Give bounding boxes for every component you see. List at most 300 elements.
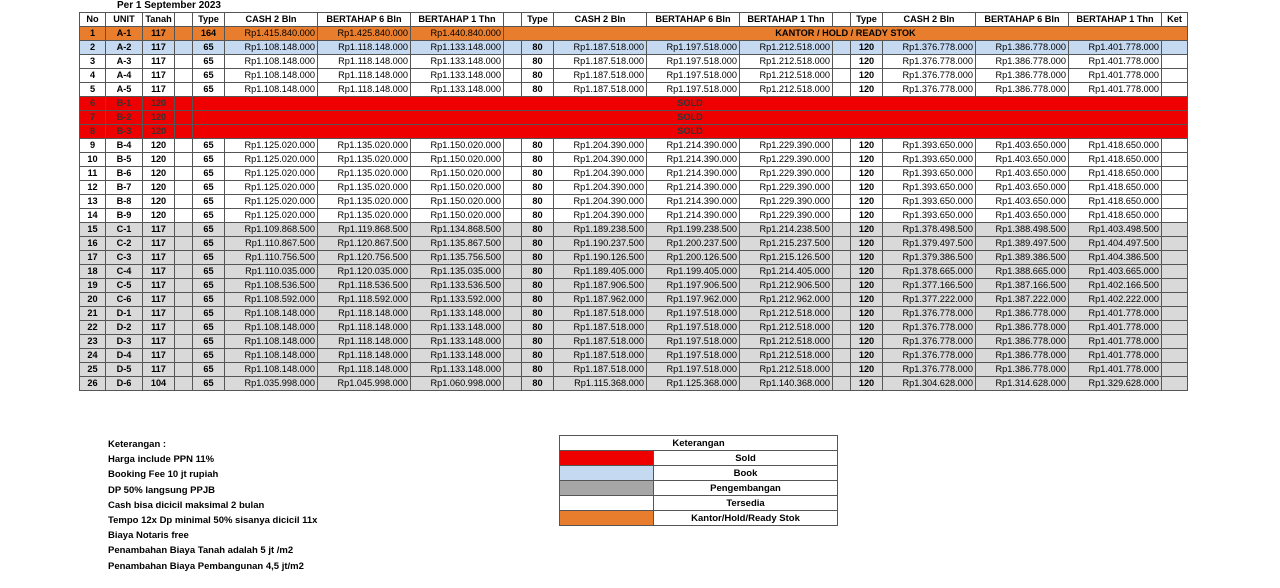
cell-price: Rp1.109.868.500	[225, 223, 318, 237]
cell-spacer	[504, 41, 522, 55]
cell-type: 120	[851, 237, 883, 251]
cell-price: Rp1.418.650.000	[1069, 167, 1162, 181]
cell-type: 65	[193, 195, 225, 209]
cell-spacer	[504, 265, 522, 279]
cell-tanah: 117	[143, 27, 175, 41]
cell-price: Rp1.204.390.000	[554, 167, 647, 181]
cell-ket	[1162, 349, 1188, 363]
cell-price: Rp1.403.650.000	[976, 139, 1069, 153]
cell-unit: C-2	[106, 237, 143, 251]
cell-unit: B-7	[106, 181, 143, 195]
cell-spacer	[833, 83, 851, 97]
cell-type: 120	[851, 195, 883, 209]
cell-price: Rp1.200.126.500	[647, 251, 740, 265]
legend-row	[560, 481, 838, 496]
cell-unit: C-1	[106, 223, 143, 237]
cell-price: Rp1.387.222.000	[976, 293, 1069, 307]
cell-ket	[1162, 139, 1188, 153]
cell-type: 120	[851, 209, 883, 223]
column-header: BERTAHAP 6 Bln	[318, 13, 411, 27]
note-line: Booking Fee 10 jt rupiah	[108, 469, 219, 481]
cell-spacer	[833, 265, 851, 279]
cell-no: 11	[80, 167, 106, 181]
cell-tanah: 117	[143, 69, 175, 83]
table-row	[80, 209, 1188, 223]
cell-spacer	[504, 237, 522, 251]
cell-price: Rp1.108.148.000	[225, 363, 318, 377]
table-row	[80, 83, 1188, 97]
cell-price: Rp1.115.368.000	[554, 377, 647, 391]
table-row	[80, 321, 1188, 335]
cell-price: Rp1.415.840.000	[225, 27, 318, 41]
cell-type: 65	[193, 181, 225, 195]
header-row	[80, 13, 1188, 27]
cell-price: Rp1.118.148.000	[318, 55, 411, 69]
cell-spacer	[504, 321, 522, 335]
cell-price: Rp1.197.518.000	[647, 335, 740, 349]
cell-price: Rp1.377.222.000	[883, 293, 976, 307]
cell-price: Rp1.045.998.000	[318, 377, 411, 391]
cell-price: Rp1.118.148.000	[318, 83, 411, 97]
cell-price: Rp1.393.650.000	[883, 195, 976, 209]
cell-price: Rp1.150.020.000	[411, 181, 504, 195]
legend-label: Tersedia	[654, 496, 838, 511]
cell-spacer	[504, 153, 522, 167]
column-header	[175, 13, 193, 27]
cell-no: 15	[80, 223, 106, 237]
table-row	[80, 293, 1188, 307]
cell-spacer	[504, 181, 522, 195]
column-header: BERTAHAP 1 Thn	[1069, 13, 1162, 27]
cell-type: 120	[851, 139, 883, 153]
cell-type: 80	[522, 153, 554, 167]
cell-price: Rp1.376.778.000	[883, 41, 976, 55]
table-row	[80, 167, 1188, 181]
cell-no: 7	[80, 111, 106, 125]
cell-spacer	[504, 293, 522, 307]
cell-unit: B-6	[106, 167, 143, 181]
cell-price: Rp1.108.148.000	[225, 307, 318, 321]
sold-note: SOLD	[193, 97, 1188, 111]
cell-spacer	[833, 335, 851, 349]
cell-price: Rp1.212.962.000	[740, 293, 833, 307]
notes-heading: Keterangan :	[108, 439, 167, 450]
cell-spacer	[175, 41, 193, 55]
cell-price: Rp1.393.650.000	[883, 181, 976, 195]
cell-price: Rp1.204.390.000	[554, 209, 647, 223]
notes-block	[108, 437, 317, 574]
cell-price: Rp1.135.020.000	[318, 209, 411, 223]
cell-tanah: 120	[143, 209, 175, 223]
cell-type: 80	[522, 83, 554, 97]
cell-price: Rp1.120.756.500	[318, 251, 411, 265]
cell-type: 65	[193, 307, 225, 321]
cell-price: Rp1.135.020.000	[318, 153, 411, 167]
cell-price: Rp1.215.126.500	[740, 251, 833, 265]
cell-ket	[1162, 83, 1188, 97]
cell-price: Rp1.386.778.000	[976, 321, 1069, 335]
cell-price: Rp1.133.148.000	[411, 321, 504, 335]
cell-ket	[1162, 279, 1188, 293]
cell-price: Rp1.150.020.000	[411, 167, 504, 181]
cell-price: Rp1.212.518.000	[740, 321, 833, 335]
cell-spacer	[175, 83, 193, 97]
cell-no: 18	[80, 265, 106, 279]
cell-price: Rp1.212.518.000	[740, 55, 833, 69]
cell-type: 80	[522, 195, 554, 209]
cell-price: Rp1.118.148.000	[318, 335, 411, 349]
cell-price: Rp1.189.238.500	[554, 223, 647, 237]
cell-price: Rp1.125.020.000	[225, 139, 318, 153]
cell-type: 65	[193, 223, 225, 237]
cell-type: 65	[193, 41, 225, 55]
cell-tanah: 117	[143, 265, 175, 279]
cell-tanah: 117	[143, 321, 175, 335]
cell-type: 80	[522, 181, 554, 195]
cell-price: Rp1.212.518.000	[740, 335, 833, 349]
cell-price: Rp1.118.148.000	[318, 349, 411, 363]
cell-price: Rp1.125.020.000	[225, 167, 318, 181]
cell-price: Rp1.401.778.000	[1069, 55, 1162, 69]
cell-spacer	[504, 223, 522, 237]
cell-no: 1	[80, 27, 106, 41]
cell-tanah: 120	[143, 125, 175, 139]
cell-price: Rp1.204.390.000	[554, 195, 647, 209]
cell-price: Rp1.118.148.000	[318, 69, 411, 83]
cell-price: Rp1.229.390.000	[740, 209, 833, 223]
column-header: Type	[522, 13, 554, 27]
cell-price: Rp1.110.756.500	[225, 251, 318, 265]
cell-price: Rp1.214.390.000	[647, 195, 740, 209]
cell-spacer	[175, 125, 193, 139]
cell-type: 65	[193, 83, 225, 97]
cell-price: Rp1.197.518.000	[647, 69, 740, 83]
column-header: CASH 2 Bln	[883, 13, 976, 27]
legend-title-row	[560, 436, 838, 451]
legend-title: Keterangan	[560, 436, 838, 451]
legend-row	[560, 466, 838, 481]
cell-price: Rp1.108.148.000	[225, 349, 318, 363]
cell-type: 80	[522, 321, 554, 335]
cell-price: Rp1.133.148.000	[411, 307, 504, 321]
cell-spacer	[175, 377, 193, 391]
cell-type: 80	[522, 265, 554, 279]
cell-price: Rp1.119.868.500	[318, 223, 411, 237]
cell-spacer	[175, 293, 193, 307]
cell-type: 80	[522, 349, 554, 363]
cell-spacer	[833, 69, 851, 83]
cell-price: Rp1.403.498.500	[1069, 223, 1162, 237]
cell-type: 65	[193, 321, 225, 335]
cell-price: Rp1.197.518.000	[647, 321, 740, 335]
column-header: No	[80, 13, 106, 27]
cell-unit: D-4	[106, 349, 143, 363]
cell-tanah: 104	[143, 377, 175, 391]
cell-price: Rp1.197.906.500	[647, 279, 740, 293]
cell-type: 120	[851, 307, 883, 321]
cell-type: 65	[193, 55, 225, 69]
cell-type: 65	[193, 237, 225, 251]
table-row	[80, 195, 1188, 209]
cell-price: Rp1.376.778.000	[883, 55, 976, 69]
cell-spacer	[175, 321, 193, 335]
cell-ket	[1162, 55, 1188, 69]
cell-price: Rp1.133.536.500	[411, 279, 504, 293]
cell-type: 65	[193, 251, 225, 265]
cell-no: 22	[80, 321, 106, 335]
cell-no: 26	[80, 377, 106, 391]
legend-row	[560, 496, 838, 511]
cell-spacer	[504, 363, 522, 377]
cell-price: Rp1.135.020.000	[318, 139, 411, 153]
cell-unit: B-5	[106, 153, 143, 167]
cell-price: Rp1.187.962.000	[554, 293, 647, 307]
cell-price: Rp1.118.148.000	[318, 363, 411, 377]
cell-spacer	[175, 167, 193, 181]
cell-price: Rp1.404.386.500	[1069, 251, 1162, 265]
cell-price: Rp1.187.518.000	[554, 349, 647, 363]
column-header: BERTAHAP 1 Thn	[411, 13, 504, 27]
note-line: Penambahan Biaya Tanah adalah 5 jt /m2	[108, 545, 294, 557]
sold-note: SOLD	[193, 111, 1188, 125]
cell-type: 65	[193, 363, 225, 377]
cell-unit: A-2	[106, 41, 143, 55]
cell-no: 16	[80, 237, 106, 251]
cell-spacer	[833, 321, 851, 335]
cell-price: Rp1.386.778.000	[976, 55, 1069, 69]
cell-tanah: 120	[143, 153, 175, 167]
cell-spacer	[504, 377, 522, 391]
column-header: BERTAHAP 1 Thn	[740, 13, 833, 27]
cell-tanah: 120	[143, 97, 175, 111]
cell-spacer	[833, 139, 851, 153]
column-header: BERTAHAP 6 Bln	[647, 13, 740, 27]
cell-price: Rp1.118.148.000	[318, 307, 411, 321]
cell-ket	[1162, 41, 1188, 55]
cell-price: Rp1.388.665.000	[976, 265, 1069, 279]
cell-price: Rp1.386.778.000	[976, 363, 1069, 377]
cell-spacer	[833, 279, 851, 293]
cell-price: Rp1.140.368.000	[740, 377, 833, 391]
cell-price: Rp1.197.518.000	[647, 83, 740, 97]
legend-swatch	[560, 466, 654, 481]
cell-type: 80	[522, 251, 554, 265]
cell-type: 80	[522, 279, 554, 293]
cell-spacer	[833, 377, 851, 391]
cell-spacer	[833, 167, 851, 181]
cell-type: 80	[522, 139, 554, 153]
cell-price: Rp1.125.020.000	[225, 181, 318, 195]
cell-price: Rp1.133.148.000	[411, 335, 504, 349]
cell-price: Rp1.229.390.000	[740, 167, 833, 181]
cell-price: Rp1.401.778.000	[1069, 83, 1162, 97]
cell-price: Rp1.214.390.000	[647, 153, 740, 167]
cell-spacer	[833, 181, 851, 195]
cell-unit: C-5	[106, 279, 143, 293]
cell-price: Rp1.214.390.000	[647, 167, 740, 181]
cell-type: 120	[851, 69, 883, 83]
cell-price: Rp1.197.962.000	[647, 293, 740, 307]
cell-type: 120	[851, 55, 883, 69]
cell-type: 65	[193, 139, 225, 153]
cell-price: Rp1.150.020.000	[411, 195, 504, 209]
cell-price: Rp1.108.148.000	[225, 41, 318, 55]
cell-unit: B-2	[106, 111, 143, 125]
cell-price: Rp1.125.020.000	[225, 195, 318, 209]
cell-type: 65	[193, 377, 225, 391]
cell-price: Rp1.401.778.000	[1069, 363, 1162, 377]
table-row	[80, 41, 1188, 55]
cell-price: Rp1.389.497.500	[976, 237, 1069, 251]
table-row	[80, 307, 1188, 321]
cell-price: Rp1.379.497.500	[883, 237, 976, 251]
cell-price: Rp1.187.518.000	[554, 363, 647, 377]
column-header: Type	[193, 13, 225, 27]
legend-row	[560, 511, 838, 526]
cell-type: 80	[522, 335, 554, 349]
cell-tanah: 117	[143, 223, 175, 237]
cell-price: Rp1.197.518.000	[647, 41, 740, 55]
cell-no: 25	[80, 363, 106, 377]
cell-no: 8	[80, 125, 106, 139]
table-row	[80, 279, 1188, 293]
cell-no: 10	[80, 153, 106, 167]
cell-ket	[1162, 293, 1188, 307]
cell-price: Rp1.135.020.000	[318, 167, 411, 181]
cell-ket	[1162, 195, 1188, 209]
cell-price: Rp1.133.592.000	[411, 293, 504, 307]
column-header: CASH 2 Bln	[225, 13, 318, 27]
cell-price: Rp1.190.237.500	[554, 237, 647, 251]
legend-label: Kantor/Hold/Ready Stok	[654, 511, 838, 526]
cell-ket	[1162, 167, 1188, 181]
column-header	[833, 13, 851, 27]
cell-price: Rp1.135.020.000	[318, 181, 411, 195]
cell-spacer	[504, 335, 522, 349]
cell-tanah: 117	[143, 349, 175, 363]
cell-price: Rp1.190.126.500	[554, 251, 647, 265]
cell-unit: D-1	[106, 307, 143, 321]
cell-price: Rp1.393.650.000	[883, 167, 976, 181]
cell-no: 5	[80, 83, 106, 97]
cell-price: Rp1.108.148.000	[225, 83, 318, 97]
cell-price: Rp1.329.628.000	[1069, 377, 1162, 391]
cell-type: 80	[522, 363, 554, 377]
cell-price: Rp1.386.778.000	[976, 83, 1069, 97]
cell-unit: D-2	[106, 321, 143, 335]
cell-ket	[1162, 69, 1188, 83]
cell-no: 13	[80, 195, 106, 209]
cell-ket	[1162, 307, 1188, 321]
cell-price: Rp1.403.650.000	[976, 209, 1069, 223]
table-row	[80, 181, 1188, 195]
cell-type: 65	[193, 209, 225, 223]
cell-no: 17	[80, 251, 106, 265]
cell-type: 80	[522, 41, 554, 55]
table-row	[80, 97, 1188, 111]
cell-ket	[1162, 265, 1188, 279]
cell-price: Rp1.403.650.000	[976, 195, 1069, 209]
cell-price: Rp1.134.868.500	[411, 223, 504, 237]
legend-swatch	[560, 451, 654, 466]
cell-unit: A-1	[106, 27, 143, 41]
cell-type: 120	[851, 377, 883, 391]
cell-price: Rp1.120.035.000	[318, 265, 411, 279]
cell-type: 120	[851, 41, 883, 55]
cell-tanah: 120	[143, 195, 175, 209]
table-row	[80, 251, 1188, 265]
legend-row	[560, 451, 838, 466]
cell-price: Rp1.377.166.500	[883, 279, 976, 293]
cell-spacer	[833, 307, 851, 321]
cell-unit: B-9	[106, 209, 143, 223]
cell-spacer	[504, 349, 522, 363]
cell-price: Rp1.401.778.000	[1069, 321, 1162, 335]
note-line: Penambahan Biaya Pembangunan 4,5 jt/m2	[108, 560, 304, 572]
cell-type: 65	[193, 335, 225, 349]
cell-no: 24	[80, 349, 106, 363]
cell-price: Rp1.197.518.000	[647, 55, 740, 69]
cell-price: Rp1.110.035.000	[225, 265, 318, 279]
cell-price: Rp1.376.778.000	[883, 321, 976, 335]
cell-price: Rp1.229.390.000	[740, 181, 833, 195]
cell-unit: A-5	[106, 83, 143, 97]
cell-price: Rp1.187.518.000	[554, 83, 647, 97]
cell-tanah: 120	[143, 181, 175, 195]
cell-price: Rp1.133.148.000	[411, 69, 504, 83]
cell-spacer	[175, 307, 193, 321]
cell-price: Rp1.197.518.000	[647, 307, 740, 321]
cell-no: 12	[80, 181, 106, 195]
cell-price: Rp1.376.778.000	[883, 335, 976, 349]
cell-price: Rp1.204.390.000	[554, 153, 647, 167]
cell-ket	[1162, 377, 1188, 391]
cell-price: Rp1.393.650.000	[883, 139, 976, 153]
cell-price: Rp1.187.518.000	[554, 41, 647, 55]
cell-spacer	[175, 139, 193, 153]
cell-price: Rp1.187.518.000	[554, 55, 647, 69]
cell-tanah: 120	[143, 167, 175, 181]
cell-price: Rp1.418.650.000	[1069, 195, 1162, 209]
cell-price: Rp1.212.518.000	[740, 83, 833, 97]
cell-spacer	[833, 41, 851, 55]
cell-type: 120	[851, 167, 883, 181]
cell-price: Rp1.187.906.500	[554, 279, 647, 293]
cell-type: 120	[851, 321, 883, 335]
cell-price: Rp1.189.405.000	[554, 265, 647, 279]
cell-price: Rp1.187.518.000	[554, 321, 647, 335]
cell-price: Rp1.403.650.000	[976, 181, 1069, 195]
cell-spacer	[175, 27, 193, 41]
hold-note: KANTOR / HOLD / READY STOK	[504, 27, 1188, 41]
cell-unit: B-3	[106, 125, 143, 139]
column-header: Tanah	[143, 13, 175, 27]
cell-type: 120	[851, 83, 883, 97]
cell-spacer	[175, 251, 193, 265]
cell-type: 65	[193, 279, 225, 293]
cell-tanah: 117	[143, 251, 175, 265]
cell-price: Rp1.118.536.500	[318, 279, 411, 293]
cell-price: Rp1.060.998.000	[411, 377, 504, 391]
cell-price: Rp1.150.020.000	[411, 153, 504, 167]
cell-price: Rp1.108.148.000	[225, 55, 318, 69]
legend-table	[559, 435, 838, 526]
cell-ket	[1162, 153, 1188, 167]
cell-unit: B-4	[106, 139, 143, 153]
cell-price: Rp1.386.778.000	[976, 69, 1069, 83]
note-line: Biaya Notaris free	[108, 530, 189, 542]
cell-spacer	[833, 209, 851, 223]
